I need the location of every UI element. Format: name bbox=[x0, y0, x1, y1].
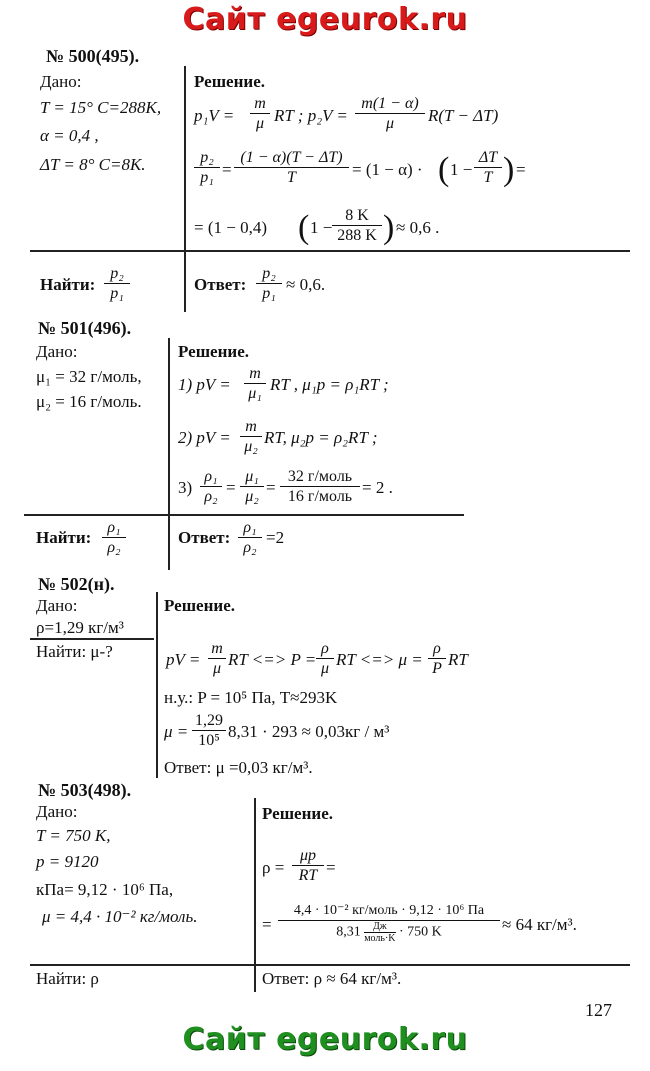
p501-s3d: = 2 . bbox=[362, 478, 393, 497]
p502-e1a: pV = bbox=[166, 650, 201, 669]
p500-eq2c: = bbox=[516, 160, 526, 179]
p500-given-2: α = 0,4 , bbox=[40, 126, 99, 145]
p503-e2b: ≈ 64 кг/м³. bbox=[502, 915, 577, 934]
p501-s1a: 1) pV = bbox=[178, 375, 231, 394]
p500-eq1b: RT ; p₂V = bbox=[274, 106, 348, 125]
p502-dano: Дано: bbox=[36, 596, 78, 615]
p502-hline bbox=[30, 638, 154, 640]
p502-e2b: 8,31 · 293 ≈ 0,03кг / м³ bbox=[228, 722, 390, 741]
p501-dano: Дано: bbox=[36, 342, 78, 361]
p501-answer-frac: $\frac{\text{ρ₁}}{\text{ρ₂}}$ bbox=[238, 518, 262, 557]
p500-frac-m-mu: $\frac{m}{\mu}$ bbox=[250, 94, 270, 133]
problem-502-heading: № 502(н). bbox=[38, 574, 115, 594]
p502-e1c: RT <=> μ = bbox=[336, 650, 423, 669]
p500-find-frac: $\frac{\text{p₂}}{\text{p₁}}$ bbox=[104, 264, 130, 303]
p500-frac-dT-T: $\frac{\Delta T}{T}$ bbox=[474, 148, 502, 187]
p501-s3b: = bbox=[226, 478, 236, 497]
p501-frac-32-16: 32 г/моль 16 г/моль bbox=[280, 467, 360, 506]
p502-frac-129: $\frac{1,29}{\text{10⁵}}$ bbox=[192, 711, 226, 750]
p500-frac-p2p1: $\frac{\text{p₂}}{\text{p₁}}$ bbox=[194, 148, 220, 187]
p501-answer: Ответ: bbox=[178, 528, 231, 547]
p500-answer: Ответ: bbox=[194, 275, 247, 294]
problem-501-heading: № 501(496). bbox=[38, 318, 132, 338]
p502-e1b: RT <=> P = bbox=[228, 650, 317, 669]
p500-solution-label: Решение. bbox=[194, 72, 265, 91]
p502-given: ρ=1,29 кг/м³ bbox=[36, 618, 124, 637]
p500-eq2b: = (1 − α) · bbox=[352, 160, 423, 179]
p500-dano: Дано: bbox=[40, 72, 82, 91]
p502-normal-conditions: н.у.: P = 10⁵ Па, T≈293K bbox=[164, 688, 338, 707]
p501-find: Найти: bbox=[36, 528, 92, 547]
p501-given-2: μ₂ = 16 г/моль. bbox=[36, 392, 142, 411]
p501-frac-1: $\frac{m}{\text{μ₁}}$ bbox=[244, 364, 266, 403]
p501-answer-val: =2 bbox=[266, 528, 285, 547]
p500-eq3a: = (1 − 0,4) bbox=[194, 218, 267, 237]
p502-frac-rho: $\frac{\rho}{\mu}$ bbox=[316, 639, 334, 678]
p501-vline bbox=[168, 338, 170, 570]
p502-solution-label: Решение. bbox=[164, 596, 235, 615]
p501-find-frac: $\frac{\text{ρ₁}}{\text{ρ₂}}$ bbox=[102, 518, 126, 557]
p502-frac-rhoP: $\frac{\rho}{P}$ bbox=[428, 639, 446, 678]
p503-given-4: μ = 4,4 · 10⁻² кг/моль. bbox=[42, 907, 198, 926]
p503-e2a: = bbox=[262, 915, 272, 934]
p500-eq1c: R(T − ΔT) bbox=[428, 106, 499, 125]
p502-e2a: μ = bbox=[164, 722, 189, 741]
p500-vline bbox=[184, 66, 186, 312]
page-number: 127 bbox=[585, 1000, 612, 1020]
p501-s3c: = bbox=[266, 478, 276, 497]
p500-answer-val: ≈ 0,6. bbox=[286, 275, 326, 294]
p502-find: Найти: μ-? bbox=[36, 642, 113, 661]
p501-hline bbox=[24, 514, 464, 516]
p503-find: Найти: ρ bbox=[36, 969, 99, 988]
p503-solution-label: Решение. bbox=[262, 804, 333, 823]
p503-vline bbox=[254, 798, 256, 992]
p500-l1: 1 − bbox=[450, 160, 473, 179]
p500-find: Найти: bbox=[40, 275, 96, 294]
problem-503-heading: № 503(498). bbox=[38, 780, 132, 800]
site-title-bottom[interactable]: Сайт egeurok.ru bbox=[182, 1022, 468, 1057]
p500-eq2eq: = bbox=[222, 160, 232, 179]
p501-s2b: RT, μ₂p = ρ₂RT ; bbox=[264, 428, 378, 447]
p501-frac-2: $\frac{m}{\text{μ₂}}$ bbox=[240, 417, 262, 456]
p503-given-1: T = 750 K, bbox=[36, 826, 111, 845]
p502-vline bbox=[156, 592, 158, 778]
p502-frac-m: $\frac{m}{\mu}$ bbox=[208, 639, 226, 678]
p502-answer: Ответ: μ =0,03 кг/м³. bbox=[164, 758, 313, 777]
p501-given-1: μ₁ = 32 г/моль, bbox=[36, 367, 142, 386]
p500-given-3: ΔT = 8° C=8K. bbox=[40, 155, 146, 174]
p503-answer: Ответ: ρ ≈ 64 кг/м³. bbox=[262, 969, 402, 988]
problem-500-heading: № 500(495). bbox=[46, 46, 140, 66]
p501-s3a: 3) bbox=[178, 478, 193, 497]
p501-frac-mu: $\frac{\text{μ₁}}{\text{μ₂}}$ bbox=[240, 467, 264, 506]
site-title-top[interactable]: Сайт egeurok.ru bbox=[182, 2, 468, 37]
p500-answer-frac: $\frac{\text{p₂}}{\text{p₁}}$ bbox=[256, 264, 282, 303]
p500-l1b: 1 − bbox=[310, 218, 333, 237]
p501-s1b: RT , μ₁p = ρ₁RT ; bbox=[270, 375, 389, 394]
p500-frac-8K: $\frac{8 K}{288 K}$ bbox=[332, 206, 382, 245]
p500-frac-m1a: $\frac{m(1 - \alpha)}{\mu}$ bbox=[355, 94, 425, 133]
p503-hline bbox=[30, 964, 630, 966]
p503-frac-main: 4,4 · 10⁻² кг/моль · 9,12 · 10⁶ Па 8,31 Дж моль·K · 750 K bbox=[278, 901, 500, 944]
p503-dano: Дано: bbox=[36, 802, 78, 821]
p500-given-1: T = 15° C=288K, bbox=[40, 98, 162, 117]
p503-given-2: p = 9120 bbox=[36, 852, 99, 871]
p503-e1b: = bbox=[326, 858, 336, 877]
p503-given-3: кПа= 9,12 · 10⁶ Па, bbox=[36, 880, 174, 899]
p500-eq3b: ≈ 0,6 . bbox=[396, 218, 440, 237]
p501-solution-label: Решение. bbox=[178, 342, 249, 361]
p500-frac-num2: $\frac{(1 - \alpha)(T - \Delta T)}{T}$ bbox=[234, 148, 349, 187]
p500-eq1a: p₁V = bbox=[194, 106, 235, 125]
p501-s2a: 2) pV = bbox=[178, 428, 231, 447]
p503-frac-mup: $\frac{\mu p}{RT}$ bbox=[292, 846, 324, 885]
p500-hline bbox=[30, 250, 630, 252]
p502-e1d: RT bbox=[448, 650, 468, 669]
p501-frac-r: $\frac{\text{ρ₁}}{\text{ρ₂}}$ bbox=[200, 467, 222, 506]
p503-e1a: ρ = bbox=[262, 858, 285, 877]
